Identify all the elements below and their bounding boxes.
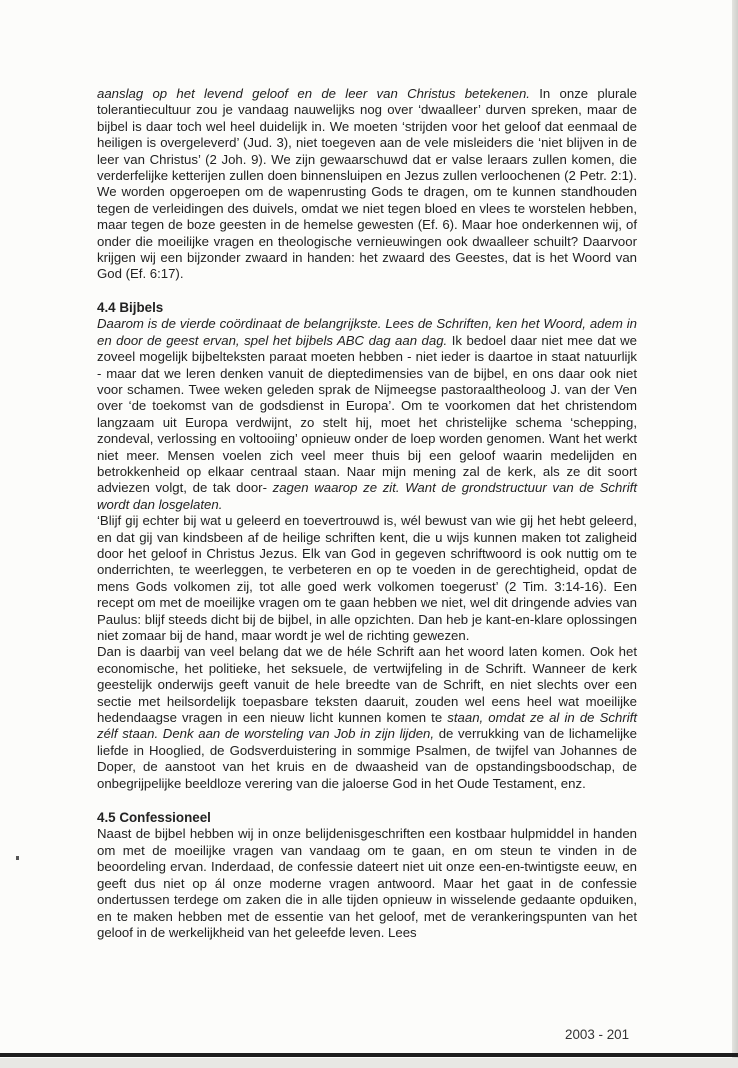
italic-4-4-3: staan, omdat ze al in de Schrift zélf staan. Denk aan de worsteling van Job in zijn lijden, xyxy=(97,710,637,742)
scan-mark xyxy=(16,856,19,860)
page-number: 2003 - 201 xyxy=(565,1027,630,1042)
italic-tail-4-4: zagen waarop ze zit. Want de grondstructuur van de Schrift wordt dan losgelaten. xyxy=(97,480,637,512)
text-4-4-1: Ik bedoel daar niet mee dat we zoveel mogelijk bijbelteksten paraat moeten hebben - niet ieder is daartoe in staat natuurlijk - maar dat we leren denken vanuit de dieptedimensies van de bijbel, en ons daar ook niet voor schamen. Twee weken geleden sprak de Nijmeegse pastoraaltheoloog J. van der Ven over ‘de toekomst van de godsdienst in Europa’. Om te voorkomen dat het christendom langzaam uit Europa verdwijnt, zo stelt hij, moet het christelijke schema ‘schepping, zondeval, verlossing en voltooiing’ opnieuw onder de loep worden genomen. Want het werkt niet meer. Mensen voelen zich veel meer thuis bij een geloof waarin medelijden en betrokkenheid op elkaar centraal staan. Naar mijn mening zal de kerk, als ze dit soort adviezen volgt, de tak door- xyxy=(97,332,637,496)
paragraph-intro xyxy=(97,86,637,283)
paragraph-4-4-2: ‘Blijf gij echter bij wat u geleerd en toevertrouwd is, wél bewust van wie gij het hebt geleerd, en dat gij van kindsbeen af de heilige schriften kent, die u wijs kunnen maken tot zaligheid door het geloof in Christus Jezus. Elk van God in gegeven schriftwoord is ook nuttig om te onderrichten, te weerleggen, te verbeteren en op te voeden in de gerechtigheid, opdat de mens Gods volkomen zij, tot alle goed werk volkomen toegerust’ (2 Tim. 3:14-16). Een recept om met de moeilijke vragen om te gaan hebben we niet, wel dit dringende advies van Paulus: blijf steeds dicht bij de bijbel, in alle opzichten. Dan heb je kant-en-klare oplossingen niet zomaar bij de hand, maar wordt je wel de richting gewezen. xyxy=(97,513,637,643)
paragraph-4-5-1: Naast de bijbel hebben wij in onze belijdenisgeschriften een kostbaar hulpmiddel in handen om met de moeilijke vragen van vandaag om te gaan, en om steun te vinden in de beoordeling ervan. Inderdaad, de confessie dateert niet uit onze een-en-twintigste eeuw, en geeft dus niet op ál onze moderne vragen antwoord. Maar het gaat in de confessie ondertussen terdege om zaken die in alle tijden opnieuw in wisselende gedaante opduiken, en te maken hebben met de essentie van het geloof, met de verankeringspunten van het geloof in de werkelijkheid van het geleefde leven. Lees xyxy=(97,826,637,940)
intro-text: In onze plurale tolerantiecultuur zou je vandaag nauwelijks nog over ‘dwaalleer’ durven spreken, maar de bijbel is daar toch wel heel duidelijk in. We moeten ‘strijden voor het geloof dat eenmaal de heiligen is overgeleverd’ (Jud. 3), niet toegeven aan de vele misleiders die ‘niet blijven in de leer van Christus’ (2 Joh. 9). We zijn gewaarschuwd dat er valse leraars zullen komen, die verderfelijke ketterijen zullen doen binnensluipen en Jezus zullen verloochenen (2 Petr. 2:1). We worden opgeroepen om de wapenrusting Gods te dragen, om te kunnen standhouden tegen de verleidingen des duivels, omdat we niet tegen bloed en vlees te worstelen hebben, maar tegen de boze geesten in de hemelse gewesten (Ef. 6). Maar hoe onderkennen wij, of onder die moeilijke vragen en theologische vernieuwingen ook dwaalleer schuilt? Daarvoor krijgen wij een bijzonder zwaard in handen: het zwaard des Geestes, dat is het Woord van God (Ef. 6:17). xyxy=(97,86,637,282)
bottom-margin xyxy=(0,1058,738,1068)
article-body xyxy=(97,86,637,941)
intro-italic-lead: aanslag op het levend geloof en de leer van Christus betekenen. xyxy=(97,86,530,101)
section-heading-4-4: 4.4 Bijbels xyxy=(97,299,164,315)
paragraph-4-4-1 xyxy=(97,316,637,513)
text-4-4-3c: de verrukking van de lichamelijke liefde in Hooglied, de Godsverduistering in sommige Psalmen, de twijfel van Johannes de Doper, de aanstoot van het kruis en de dwaasheid van de opstandingsboodschap, de onbegrijpelijke beeldloze verering van die jaloerse God in het Oude Testament, enz. xyxy=(97,726,637,791)
page-edge-shadow xyxy=(732,0,738,1068)
section-heading-4-5: 4.5 Confessioneel xyxy=(97,810,211,826)
text-4-4-3a: Dan is daarbij van veel belang dat we de héle Schrift aan het woord laten komen. Ook het economische, het politieke, het seksuele, de vertwijfeling in de Schrift. Wanneer de kerk geestelijk onderwijs geeft vanuit de hele breedte van de Schrift, en niet slechts over een sectie met heilsordelijk toepasbare teksten daaruit, zouden wel eens heel wat moeilijke hedendaagse vragen in een nieuw licht kunnen komen te xyxy=(97,644,637,726)
italic-lead-4-4: Daarom is de vierde coördinaat de belangrijkste. Lees de Schriften, ken het Woord, adem in en door de geest ervan, spel het bijbels ABC dag aan dag. xyxy=(97,316,637,348)
paragraph-4-4-3 xyxy=(97,644,637,792)
bottom-rule xyxy=(0,1053,738,1057)
